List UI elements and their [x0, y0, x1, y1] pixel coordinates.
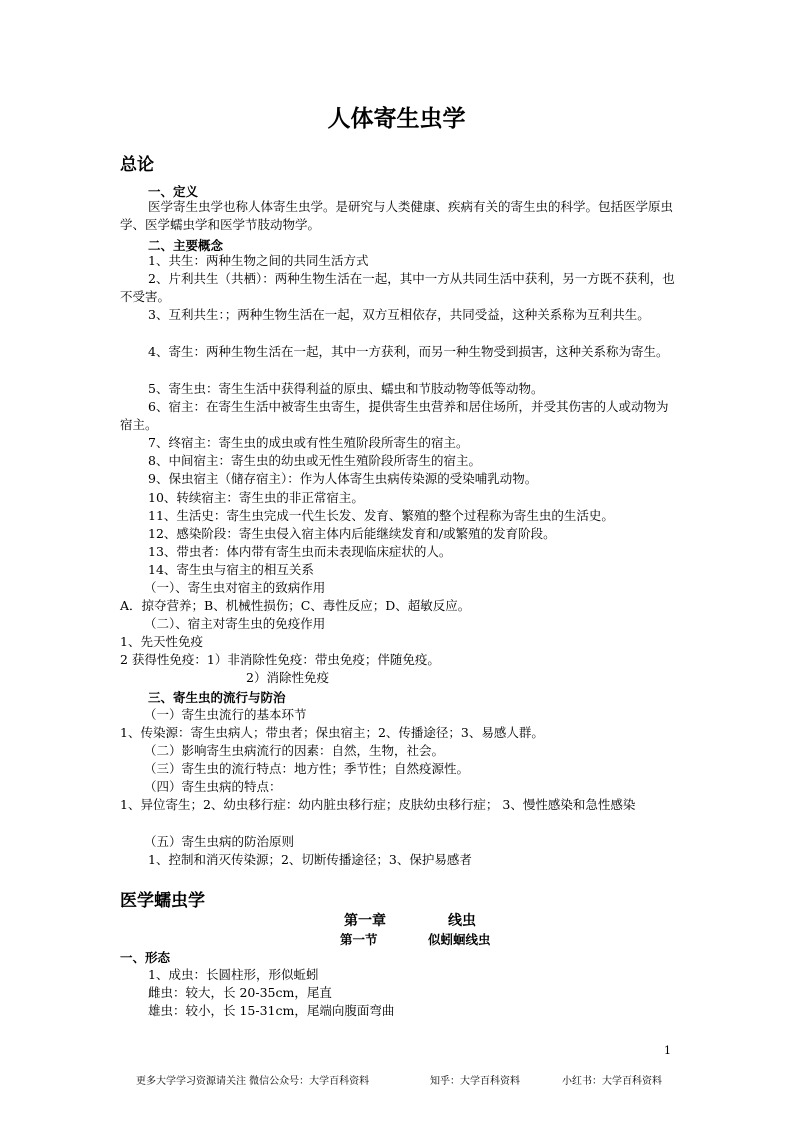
morphology-male: 雄虫：较小，长 15-31cm，尾端向腹面弯曲 — [148, 1003, 395, 1018]
footer-wechat: 更多大学学习资源请关注 微信公众号：大学百科资料 — [136, 1076, 370, 1087]
concept-5: 5、寄生虫：寄生生活中获得利益的原虫、蠕虫和节肢动物等低等动物。 — [148, 381, 544, 396]
concepts-heading: 二、主要概念 — [148, 238, 224, 253]
concept-14-part-2-item-1: 1、先天性免疫 — [120, 634, 203, 649]
chapter-label: 第一章 — [344, 913, 386, 929]
concept-14-part-1-text: A．掠夺营养；B、机械性损伤；C、毒性反应；D、超敏反应。 — [120, 598, 471, 613]
section-label: 第一节 — [340, 932, 378, 947]
page-number: 1 — [664, 1044, 671, 1057]
definition-text: 医学寄生虫学也称人体寄生虫学。是研究与人类健康、疾病有关的寄生虫的科学。包括医学原虫学、医学蠕虫学和医学节肢动物学。 — [120, 199, 674, 232]
epidemic-part-1-text: 1、传染源：寄生虫病人；带虫者；保虫宿主；2、传播途径；3、易感人群。 — [120, 725, 544, 740]
concept-3: 3、互利共生：；两种生物生活在一起，双方互相依存，共同受益，这种关系称为互利共生。 — [148, 307, 650, 322]
concept-2: 2、片利共生（共栖）：两种生物生活在一起，其中一方从共同生活中获利，另一方既不获利，也不受害。 — [120, 271, 675, 304]
concept-9: 9、保虫宿主（储存宿主）：作为人体寄生虫病传染源的受染哺乳动物。 — [148, 471, 538, 486]
footer-zhihu: 知乎：大学百科资料 — [430, 1076, 520, 1087]
epidemic-part-2: （二）影响寄生虫病流行的因素：自然，生物，社会。 — [144, 743, 445, 758]
footer-xiaohongshu: 小红书：大学百科资料 — [562, 1076, 662, 1087]
concept-14-part-2-item-3: 2）消除性免疫 — [246, 670, 329, 685]
section-heading-general: 总论 — [120, 155, 154, 175]
concept-11: 11、生活史：寄生虫完成一代生长发、发育、繁殖的整个过程称为寄生虫的生活史。 — [148, 508, 614, 523]
concept-14-part-2-item-2: 2 获得性免疫：1）非消除性免疫：带虫免疫；伴随免疫。 — [120, 652, 440, 667]
concept-8: 8、中间宿主：寄生虫的幼虫或无性生殖阶段所寄生的宿主。 — [148, 453, 481, 468]
epidemic-part-4: （四）寄生虫病的特点： — [144, 779, 282, 794]
epidemic-heading: 三、寄生虫的流行与防治 — [148, 690, 286, 705]
chapter-name: 线虫 — [448, 913, 476, 929]
epidemic-part-5: （五）寄生虫病的防治原则 — [144, 834, 295, 849]
definition-heading: 一、定义 — [148, 184, 199, 199]
epidemic-part-1: （一）寄生虫流行的基本环节 — [144, 707, 307, 722]
concept-10: 10、转续宿主：寄生虫的非正常宿主。 — [148, 490, 364, 505]
concept-14-part-2: （二）、宿主对寄生虫的免疫作用 — [144, 616, 326, 631]
concept-6: 6、宿主：在寄生生活中被寄生虫寄生，提供寄生虫营养和居住场所，并受其伤害的人或动物为宿主。 — [120, 399, 669, 432]
morphology-female: 雌虫：较大，长 20-35cm，尾直 — [148, 985, 332, 1000]
concept-14: 14、寄生虫与宿主的相互关系 — [148, 562, 314, 577]
epidemic-part-5-text: 1、控制和消灭传染源；2、切断传播途径；3、保护易感者 — [148, 852, 472, 867]
concept-1: 1、共生：两种生物之间的共同生活方式 — [148, 253, 369, 268]
section-heading-helminth: 医学蠕虫学 — [120, 891, 205, 911]
concept-12: 12、感染阶段：寄生虫侵入宿主体内后能继续发育和/或繁殖的发育阶段。 — [148, 526, 556, 541]
epidemic-part-4-text: 1、异位寄生；2、幼虫移行症：幼内脏虫移行症；皮肤幼虫移行症； 3、慢性感染和急性感染 — [120, 797, 636, 812]
epidemic-part-3: （三）寄生虫的流行特点：地方性；季节性；自然疫源性。 — [144, 761, 470, 776]
section-name: 似蚓蛔线虫 — [428, 932, 491, 947]
document-title: 人体寄生虫学 — [327, 106, 466, 132]
morphology-heading: 一、形态 — [120, 950, 171, 965]
concept-14-part-1: （一）、寄生虫对宿主的致病作用 — [144, 580, 326, 595]
concept-4: 4、寄生：两种生物生活在一起，其中一方获利，而另一种生物受到损害，这种关系称为寄生。 — [148, 344, 669, 359]
concept-13: 13、带虫者：体内带有寄生虫而未表现临床症状的人。 — [148, 544, 452, 559]
concept-7: 7、终宿主：寄生虫的成虫或有性生殖阶段所寄生的宿主。 — [148, 435, 469, 450]
morphology-adult: 1、成虫：长圆柱形，形似蚯蚓 — [148, 967, 319, 982]
